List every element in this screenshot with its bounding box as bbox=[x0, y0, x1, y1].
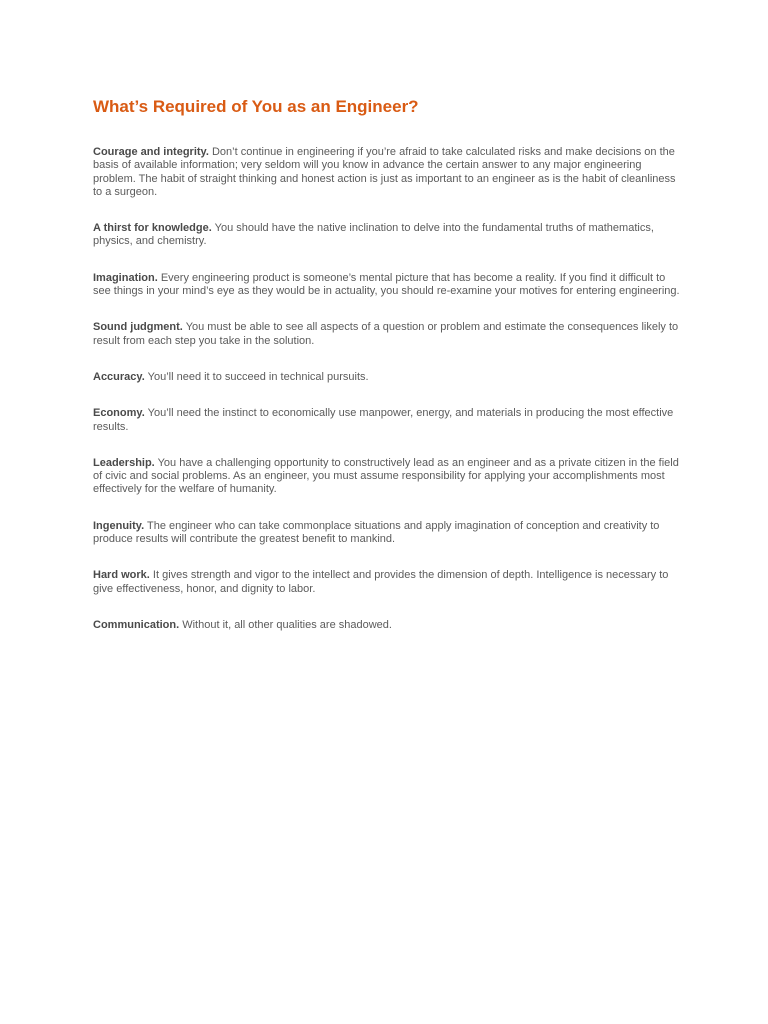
quality-label: Sound judgment. bbox=[93, 321, 183, 334]
quality-label: Economy. bbox=[93, 407, 145, 420]
quality-label: Imagination. bbox=[93, 271, 158, 284]
quality-text: Without it, all other qualities are shadowed. bbox=[182, 618, 392, 631]
quality-text: It gives strength and vigor to the intellect and provides the dimension of depth. Intelligence is necessary to give effectiveness, honor, and dignity to labor. bbox=[93, 569, 669, 595]
quality-label: Leadership. bbox=[93, 456, 155, 469]
quality-label: A thirst for knowledge. bbox=[93, 222, 212, 235]
quality-label: Courage and integrity. bbox=[93, 146, 209, 158]
quality-hard-work bbox=[93, 569, 683, 596]
quality-courage bbox=[93, 146, 683, 199]
quality-accuracy bbox=[93, 371, 683, 384]
page-title: What’s Required of You as an Engineer? bbox=[93, 97, 419, 116]
quality-text: You’ll need it to succeed in technical pursuits. bbox=[147, 370, 369, 383]
quality-text: You should have the native inclination to delve into the fundamental truths of mathematics, physics, and chemistry. bbox=[93, 222, 654, 248]
quality-text: Every engineering product is someone’s mental picture that has become a reality. If you find it difficult to see things in your mind’s eye as they would be in actuality, you should re-examine your motives for entering engineering. bbox=[93, 271, 680, 298]
quality-label: Communication. bbox=[93, 618, 180, 631]
quality-communication bbox=[93, 619, 683, 632]
document-page bbox=[93, 96, 683, 655]
quality-label: Ingenuity. bbox=[93, 519, 145, 532]
quality-knowledge bbox=[93, 222, 683, 249]
quality-text: Don’t continue in engineering if you’re afraid to take calculated risks and make decisions on the basis of available information; very seldom will you know in advance the certain answer to any major engineering problem. The habit of straight thinking and honest action is just as important to an engineer as is the habit of cleanliness to a surgeon. bbox=[93, 146, 676, 198]
quality-label: Hard work. bbox=[93, 569, 150, 582]
quality-label: Accuracy. bbox=[93, 370, 145, 383]
quality-text: You have a challenging opportunity to constructively lead as an engineer and as a private citizen in the field of civic and social problems. As an engineer, you must assume responsibility for applying your accomplishments most effectively for the welfare of humanity. bbox=[93, 456, 679, 496]
quality-text: You must be able to see all aspects of a question or problem and estimate the consequences likely to result from each step you take in the solution. bbox=[93, 321, 679, 347]
quality-text: The engineer who can take commonplace situations and apply imagination of conception and creativity to produce results will contribute the greatest benefit to mankind. bbox=[93, 519, 660, 546]
quality-judgment bbox=[93, 321, 683, 348]
quality-ingenuity bbox=[93, 520, 683, 547]
quality-leadership bbox=[93, 457, 683, 497]
quality-imagination bbox=[93, 272, 683, 299]
quality-economy bbox=[93, 407, 683, 434]
quality-text: You’ll need the instinct to economically use manpower, energy, and materials in producing the most effective results. bbox=[93, 407, 674, 433]
